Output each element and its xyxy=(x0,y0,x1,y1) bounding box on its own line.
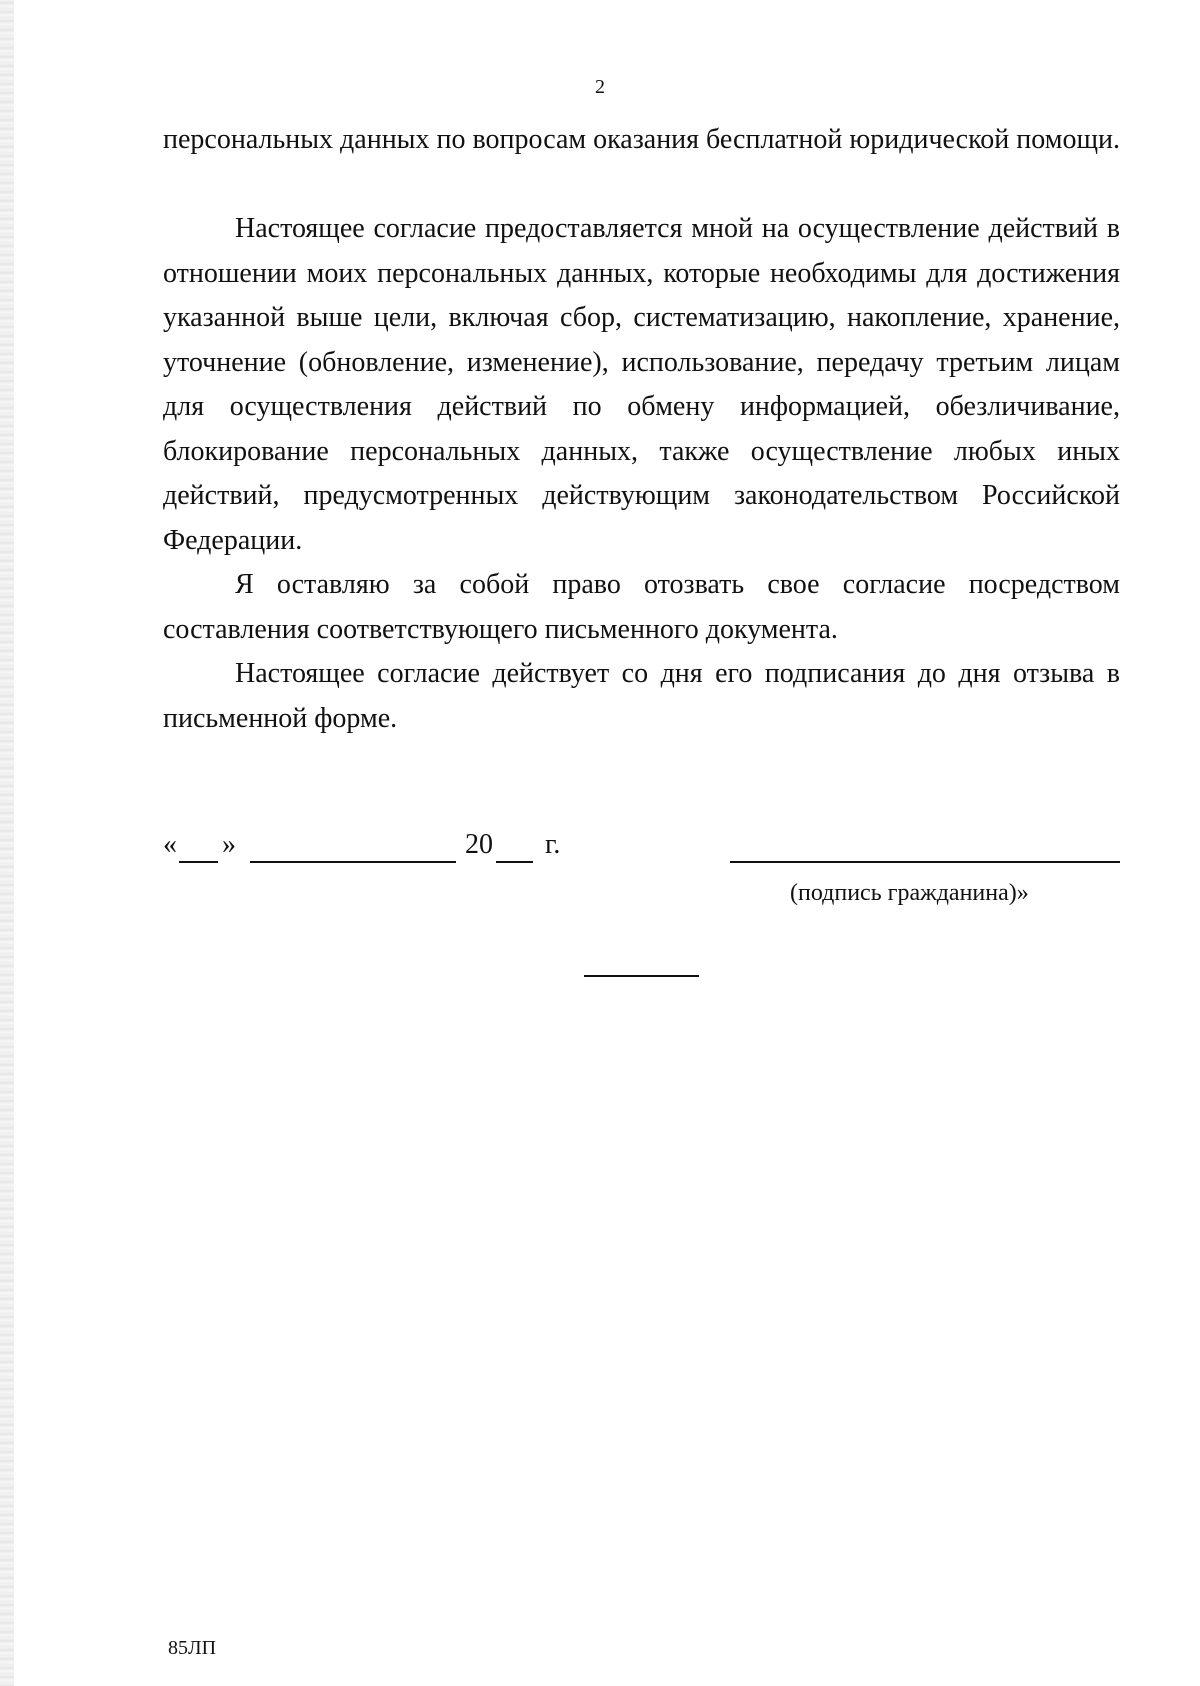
scan-edge xyxy=(0,0,14,1686)
paragraph-withdrawal-right: Я оставляю за собой право отозвать свое согласие посредством составления соответствующего письменного документа. xyxy=(163,569,1120,645)
paragraph-consent-actions: Настоящее согласие предоставляется мной на осуществление действий в отношении моих персональных данных, которые необходимы для достижения указанной выше цели, включая сбор, систематизацию, накопление, хранение, уточнение (обновление, изменение), использование, передачу третьим лицам для осуществления действий по обмену информацией, обезличивание, блокирование персональных данных, также осуществление любых иных действий, предусмотренных действующим законодательством Российской Федерации. xyxy=(163,213,1120,556)
paragraph-validity-period: Настоящее согласие действует со дня его подписания до дня отзыва в письменной форме. xyxy=(163,658,1120,734)
signature-caption: (подпись гражданина)» xyxy=(790,880,1029,906)
signature-line xyxy=(730,861,1120,863)
month-blank xyxy=(250,861,456,863)
day-blank xyxy=(179,861,218,863)
signature-date-row xyxy=(163,829,1120,873)
quote-open: « xyxy=(163,829,177,860)
paragraph-continuation: персональных данных по вопросам оказания бесплатной юридической помощи. xyxy=(163,124,1120,155)
year-suffix: г. xyxy=(545,829,561,860)
end-of-document-rule xyxy=(584,975,699,977)
year-prefix: 20 xyxy=(465,829,493,860)
quote-close: » xyxy=(222,829,236,860)
year-blank xyxy=(496,861,533,863)
page-number: 2 xyxy=(595,76,605,98)
document-code: 85ЛП xyxy=(168,1637,217,1659)
